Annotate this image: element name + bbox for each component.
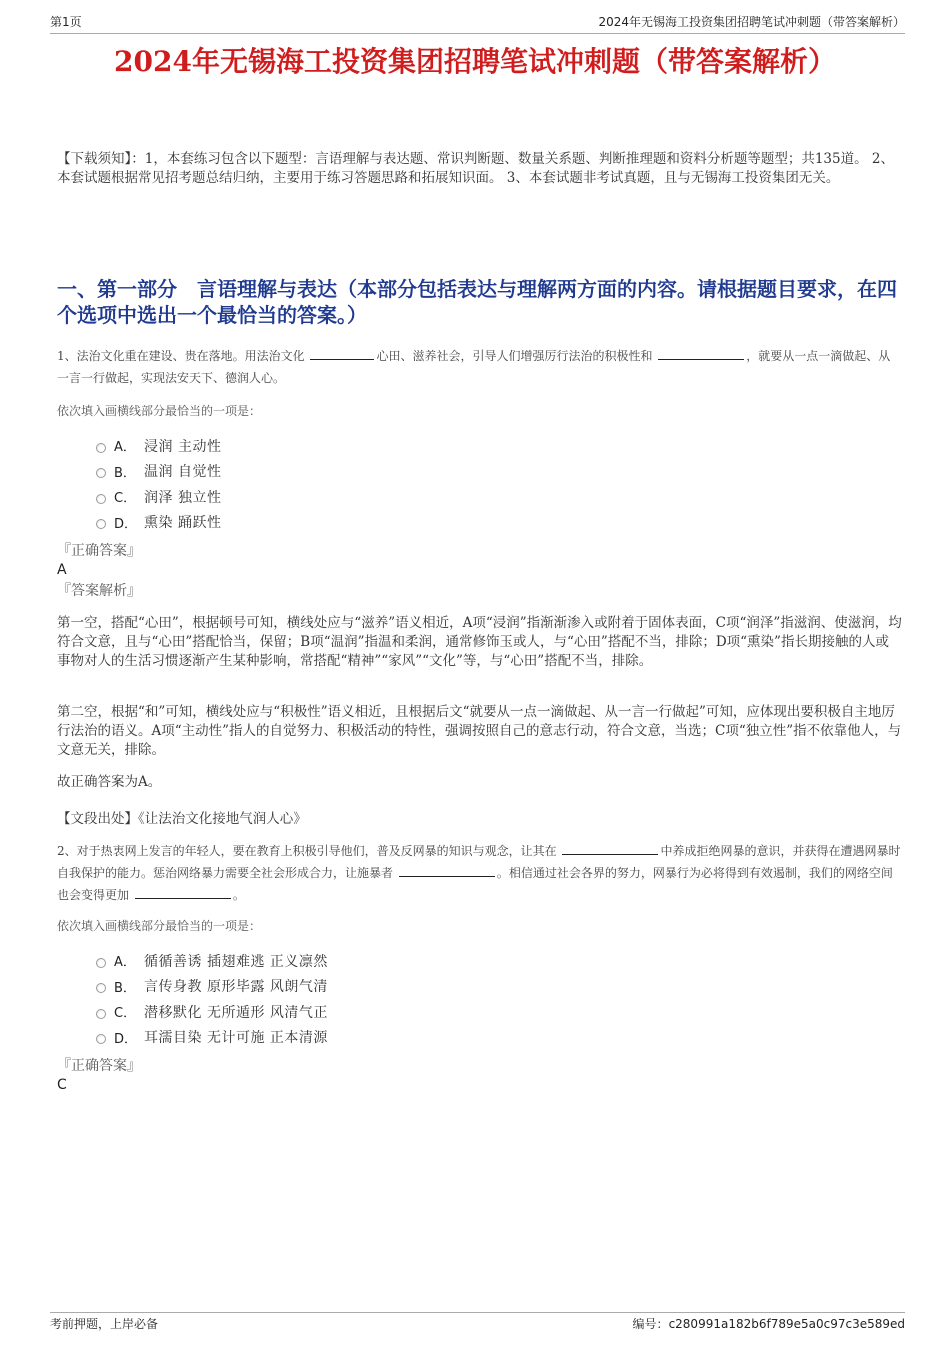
correct-answer-label: 『正确答案』: [57, 543, 141, 559]
page-number: 第1页: [50, 15, 82, 29]
radio-icon[interactable]: [96, 494, 106, 504]
option-a[interactable]: A． 浸润 主动性: [96, 433, 496, 459]
radio-icon[interactable]: [96, 519, 106, 529]
question-prompt: 依次填入画横线部分最恰当的一项是：: [57, 919, 262, 933]
options-list: [96, 948, 496, 1050]
option-d[interactable]: D． 熏染 踊跃性: [96, 510, 496, 536]
option-a[interactable]: A． 循循善诱 插翅难逃 正义凛然: [96, 948, 496, 974]
correct-answer: C: [57, 1077, 67, 1093]
option-d[interactable]: D． 耳濡目染 无计可施 正本清源: [96, 1025, 496, 1051]
section-heading: 一、第一部分 言语理解与表达（本部分包括表达与理解两方面的内容。请根据题目要求，在四个选项中选出一个最恰当的答案。）: [57, 277, 897, 327]
option-c[interactable]: C． 润泽 独立性: [96, 484, 496, 510]
option-c[interactable]: C． 潜移默化 无所遁形 风清气正: [96, 999, 496, 1025]
option-b[interactable]: B． 言传身教 原形毕露 风朗气清: [96, 974, 496, 1000]
question-stem: 2、对于热衷网上发言的年轻人，要在教育上积极引导他们，普及反网暴的知识与观念，让其在 中养成拒绝网暴的意识，并获得在遭遇网暴时自我保护的能力。惩治网络暴力需要全社会形成合力，让施暴者 。相信通过社会各界的努力，网暴行为必将得到有效遏制，我们的网络空间也会变得更加 。: [57, 844, 901, 902]
text-source: 【文段出处】《让法治文化接地气润人心》: [57, 811, 307, 827]
question-1: [57, 345, 902, 389]
question-2: [57, 840, 902, 906]
question-stem: 1、法治文化重在建设、贵在落地。用法治文化 心田、滋养社会，引导人们增强厉行法治的积极性和 ，就要从一点一滴做起、从一言一行做起，实现法安天下、德润人心。: [57, 349, 891, 385]
analysis-conclusion: 故正确答案为A。: [57, 774, 162, 790]
radio-icon[interactable]: [96, 1034, 106, 1044]
download-notice: 【下载须知】：1，本套练习包含以下题型：言语理解与表达题、常识判断题、数量关系题、判断推理题和资料分析题等题型；共135道。 2、本套试题根据常见招考题总结归纳，主要用于练习答题思路和拓展知识面。 3、本套试题非考试真题，且与无锡海工投资集团无关。: [57, 151, 894, 186]
document-title: 2024年无锡海工投资集团招聘笔试冲刺题（带答案解析）: [114, 45, 836, 78]
analysis-paragraph-1: 第一空，搭配“心田”，根据顿号可知，横线处应与“滋养”语义相近，A项“浸润”指渐渐渗入或附着于固体表面，C项“润泽”指滋润、使滋润，均符合文意，且与“心田”搭配恰当，保留；B项“温润”指温和柔润，通常修饰玉或人，与“心田”搭配不当，排除；D项“熏染”指长期接触的人或事物对人的生活习惯逐渐产生某种影响，常搭配“精神”“家风”“文化”等，与“心田”搭配不当，排除。: [57, 615, 902, 669]
option-b[interactable]: B． 温润 自觉性: [96, 459, 496, 485]
correct-answer: A: [57, 562, 67, 578]
serial-number: c280991a182b6f789e5a0c97c3e589ed: [668, 1317, 905, 1331]
options-list: [96, 433, 496, 535]
correct-answer-label: 『正确答案』: [57, 1058, 141, 1074]
footer-serial: 编号：c280991a182b6f789e5a0c97c3e589ed: [632, 1317, 905, 1331]
question-prompt: 依次填入画横线部分最恰当的一项是：: [57, 404, 262, 418]
blank-2: [399, 865, 495, 877]
question-number: 2、: [57, 844, 77, 858]
question-number: 1、: [57, 349, 77, 363]
answer-block-1: [57, 541, 902, 601]
radio-icon[interactable]: [96, 468, 106, 478]
radio-icon[interactable]: [96, 1009, 106, 1019]
answer-block-2: [57, 1056, 902, 1094]
analysis-paragraph-2: 第二空，根据“和”可知，横线处应与“积极性”语义相近，且根据后文“就要从一点一滴做起、从一言一行做起”可知，应体现出要积极自主地厉行法治的语义。A项“主动性”指人的自觉努力、积极活动的特性，强调按照自己的意志行动，符合文意，当选；C项“独立性”指不依靠他人，与文意无关，排除。: [57, 704, 902, 758]
blank-1: [562, 843, 658, 855]
blank-3: [135, 887, 231, 899]
radio-icon[interactable]: [96, 983, 106, 993]
radio-icon[interactable]: [96, 443, 106, 453]
page-footer: [50, 1312, 905, 1332]
blank-1: [310, 348, 374, 360]
header-doc-title: 2024年无锡海工投资集团招聘笔试冲刺题（带答案解析）: [598, 15, 905, 29]
radio-icon[interactable]: [96, 958, 106, 968]
page-header: [50, 14, 905, 34]
blank-2: [658, 348, 744, 360]
footer-slogan: 考前押题，上岸必备: [50, 1317, 159, 1331]
analysis-label: 『答案解析』: [57, 583, 141, 599]
